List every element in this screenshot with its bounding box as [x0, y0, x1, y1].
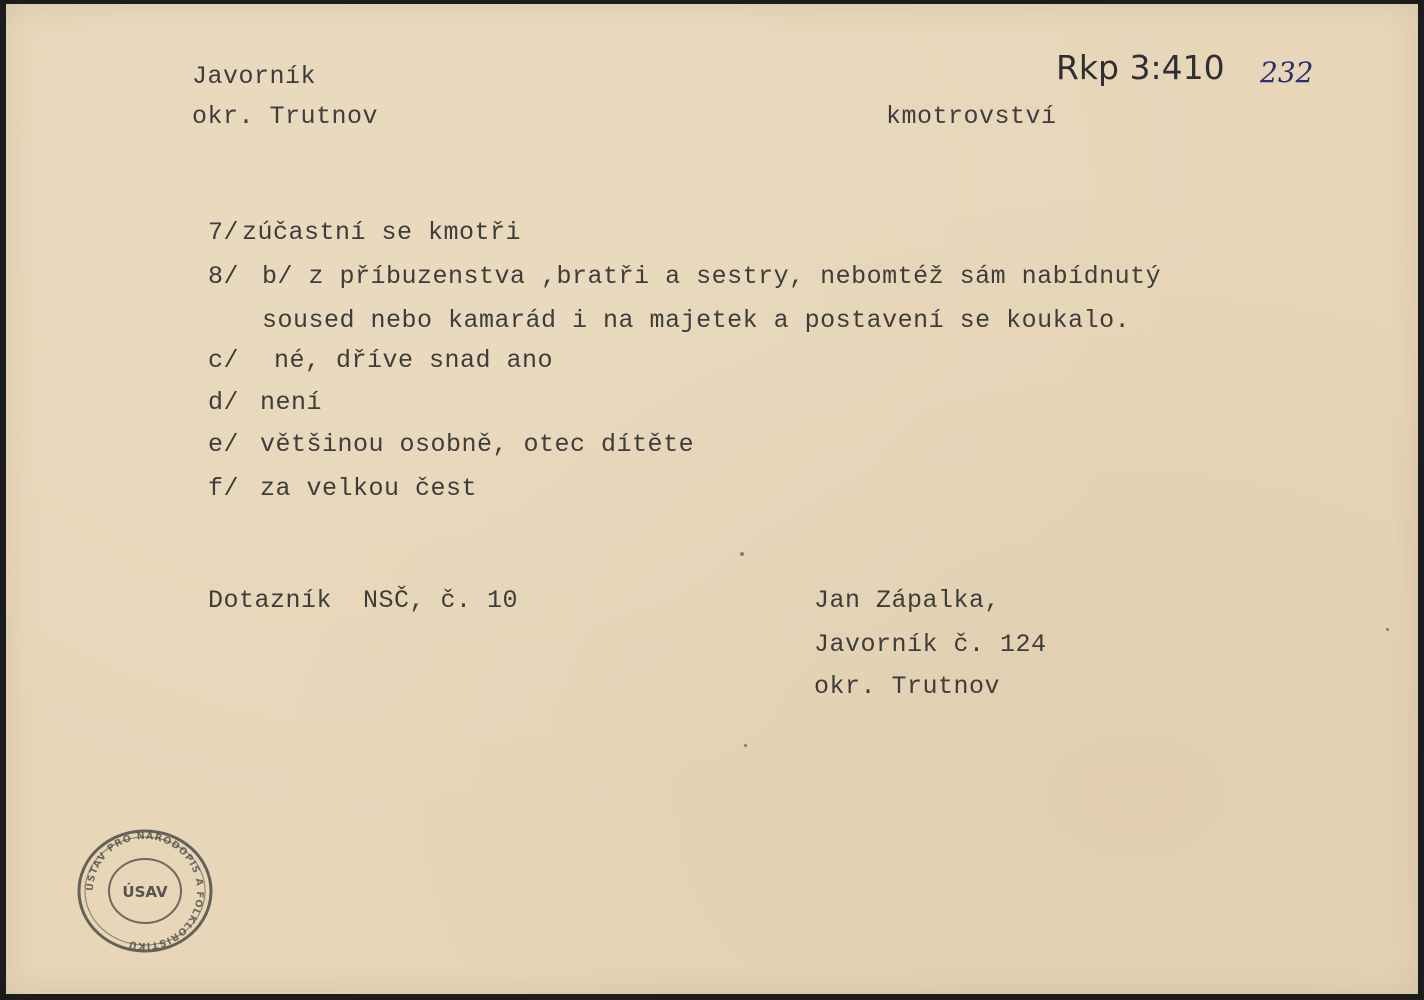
paper-speck [1386, 628, 1389, 631]
answer-f-text: za velkou čest [260, 474, 478, 503]
shelfmark-handwritten: 232 [1260, 56, 1314, 89]
answer-e-marker: e/ [208, 430, 240, 459]
answer-c-text: né, dříve snad ano [274, 346, 554, 375]
respondent-district: okr. Trutnov [814, 672, 1001, 701]
stamp-ring-text: ÚSTAV PRO NÁRODOPIS A FOLKLORISTIKU [84, 830, 206, 952]
questionnaire-reference: Dotazník NSČ, č. 10 [208, 586, 519, 615]
answer-7-text: zúčastní se kmotři [242, 218, 522, 247]
answer-8b-text: b/ z příbuzenstva ,bratři a sestry, nebomtéž sám nabídnutý [262, 262, 1162, 291]
answer-8-marker: 8/ [208, 262, 240, 291]
district-name: okr. Trutnov [192, 102, 379, 131]
stamp-center-text: ÚSAV [122, 883, 168, 901]
archive-card [6, 4, 1418, 994]
answer-7-marker: 7/ [208, 218, 240, 247]
answer-d-marker: d/ [208, 388, 240, 417]
answer-d-text: není [260, 388, 323, 417]
answer-f-marker: f/ [208, 474, 240, 503]
answer-8b-continuation: soused nebo kamarád i na majetek a postavení se koukalo. [262, 306, 1131, 335]
topic-heading: kmotrovství [886, 102, 1057, 131]
answer-e-text: většinou osobně, otec dítěte [260, 430, 695, 459]
answer-c-marker: c/ [208, 346, 240, 375]
paper-speck [740, 552, 744, 556]
shelfmark-typed: Rkp 3:410 [1056, 48, 1225, 87]
institute-stamp [72, 826, 218, 956]
respondent-address: Javorník č. 124 [814, 630, 1047, 659]
paper-speck [744, 744, 747, 747]
respondent-name: Jan Zápalka, [814, 586, 1001, 615]
place-name: Javorník [192, 62, 317, 91]
